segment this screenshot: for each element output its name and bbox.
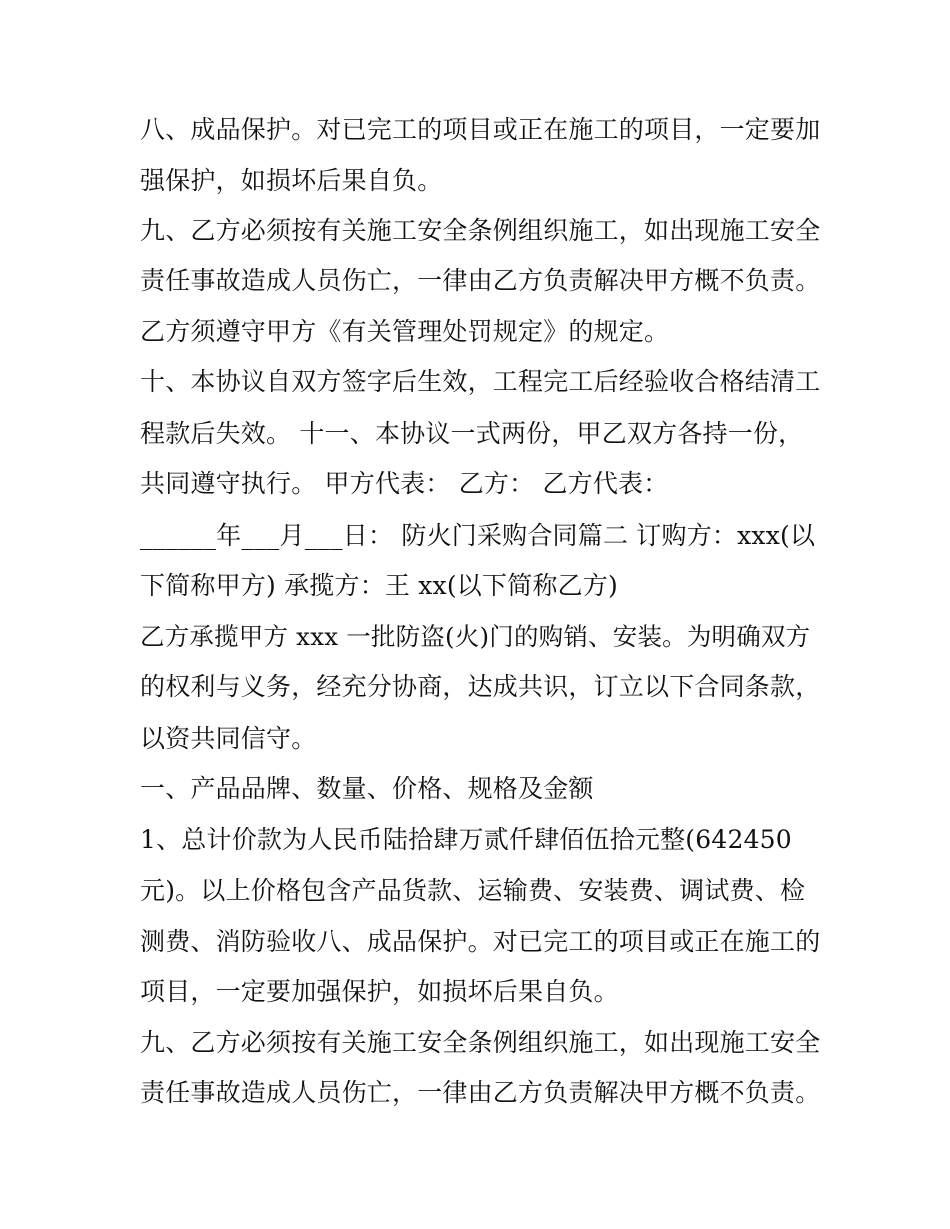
text-line: 九、乙方必须按有关施工安全条例组织施工，如出现施工安全 [140,216,821,245]
text-line: 项目，一定要加强保护，如损坏后果自负。 [140,977,619,1006]
text-line: 十、本协议自双方签字后生效，工程完工后经验收合格结清工 [140,367,821,396]
text-line: 责任事故造成人员伤亡，一律由乙方负责解决甲方概不负责。 [140,1078,821,1107]
text-line: 下简称甲方) 承揽方：王 xx(以下简称乙方) [140,571,618,600]
text-line: 乙方承揽甲方 xxx 一批防盗(火)门的购销、安装。为明确双方 [140,622,811,651]
text-line: 责任事故造成人员伤亡，一律由乙方负责解决甲方概不负责。 [140,266,821,295]
text-line: 一、产品品牌、数量、价格、规格及金额 [140,774,594,803]
text-line: 乙方须遵守甲方《有关管理处罚规定》的规定。 [140,317,670,346]
text-line: 的权利与义务，经充分协商，达成共识，订立以下合同条款， [140,672,821,701]
text-line: 测费、消防验收八、成品保护。对已完工的项目或正在施工的 [140,927,821,956]
text-line: 共同遵守执行。 甲方代表： 乙方： 乙方代表： [140,469,669,498]
text-line: 以资共同信守。 [140,724,317,753]
text-line: 1、总计价款为人民币陆拾肆万贰仟肆佰伍拾元整(642450 [140,825,792,854]
text-line: 八、成品保护。对已完工的项目或正在施工的项目，一定要加 [140,115,821,144]
text-line: 元)。以上价格包含产品货款、运输费、安装费、调试费、检 [140,876,806,905]
text-line: 强保护，如损坏后果自负。 [140,166,443,195]
text-line: 九、乙方必须按有关施工安全条例组织施工，如出现施工安全 [140,1028,821,1057]
text-line: 程款后失效。 十一、本协议一式两份，甲乙双方各持一份， [140,419,804,448]
text-line: ______年___月___日： 防火门采购合同篇二 订购方：xxx(以 [140,521,816,550]
